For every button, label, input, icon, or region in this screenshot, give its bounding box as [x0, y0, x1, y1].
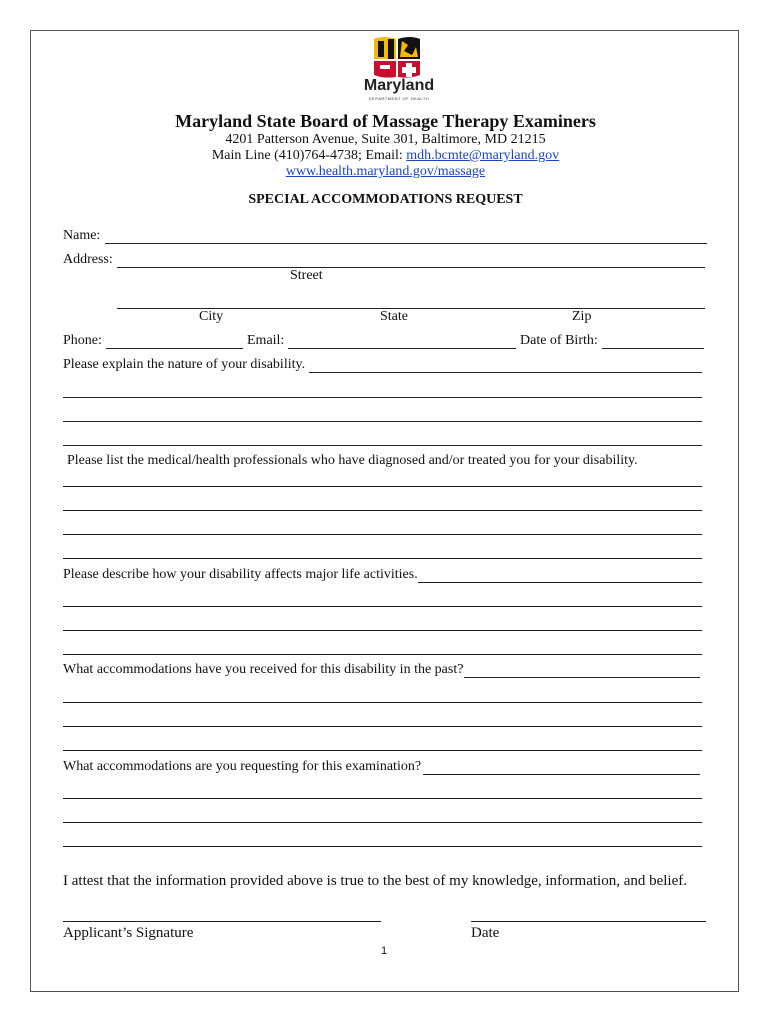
- answer-line[interactable]: [63, 606, 702, 607]
- answer-line[interactable]: [63, 558, 702, 559]
- answer-line[interactable]: [423, 774, 700, 775]
- dob-label: Date of Birth:: [520, 333, 598, 348]
- question-disability-nature: Please explain the nature of your disability.: [63, 357, 306, 372]
- answer-line[interactable]: [63, 421, 702, 422]
- board-address: 4201 Patterson Avenue, Suite 301, Baltimore, MD 21215: [225, 132, 546, 147]
- form-page: [30, 30, 739, 992]
- answer-line[interactable]: [63, 534, 702, 535]
- address-label: Address:: [63, 252, 113, 267]
- answer-line[interactable]: [63, 702, 702, 703]
- date-field[interactable]: [471, 921, 706, 922]
- state-label: State: [380, 309, 408, 324]
- email-label: Email:: [247, 333, 285, 348]
- answer-line[interactable]: [63, 445, 702, 446]
- contact-phone: Main Line (410)764-4738; Email:: [211, 148, 407, 163]
- date-label: Date: [471, 925, 500, 941]
- maryland-logo: [354, 35, 444, 107]
- website-link[interactable]: www.health.maryland.gov/massage: [285, 164, 486, 179]
- street-label: Street: [290, 268, 323, 283]
- attestation-text: I attest that the information provided above is true to the best of my knowledge, information, and belief.: [63, 873, 688, 889]
- phone-label: Phone:: [63, 333, 102, 348]
- board-contact: [31, 148, 740, 164]
- question-past-accommodations: What accommodations have you received for this disability in the past?: [63, 662, 464, 677]
- answer-line[interactable]: [63, 630, 702, 631]
- email-link[interactable]: mdh.bcmte@maryland.gov: [406, 148, 560, 163]
- zip-label: Zip: [572, 309, 592, 324]
- answer-line[interactable]: [63, 654, 702, 655]
- maryland-flag-icon: [354, 35, 444, 79]
- name-field[interactable]: [105, 243, 707, 244]
- street-field[interactable]: [117, 267, 705, 268]
- name-label: Name:: [63, 228, 101, 243]
- city-label: City: [199, 309, 224, 324]
- logo-subtitle: DEPARTMENT OF HEALTH: [368, 96, 430, 101]
- dob-field[interactable]: [602, 348, 704, 349]
- answer-line[interactable]: [63, 822, 702, 823]
- form-title: SPECIAL ACCOMMODATIONS REQUEST: [248, 192, 523, 207]
- logo-wordmark: Maryland: [363, 77, 435, 94]
- question-life-activities: Please describe how your disability affects major life activities.: [63, 567, 418, 582]
- phone-field[interactable]: [106, 348, 243, 349]
- signature-label: Applicant’s Signature: [63, 925, 194, 941]
- question-requested-accommodations: What accommodations are you requesting for this examination?: [63, 759, 422, 774]
- answer-line[interactable]: [63, 726, 702, 727]
- signature-field[interactable]: [63, 921, 381, 922]
- question-medical-professionals: Please list the medical/health professionals who have diagnosed and/or treated you for your disability.: [67, 453, 638, 468]
- email-field[interactable]: [288, 348, 516, 349]
- answer-line[interactable]: [63, 397, 702, 398]
- answer-line[interactable]: [63, 846, 702, 847]
- board-title: Maryland State Board of Massage Therapy Examiners: [175, 111, 596, 131]
- answer-line[interactable]: [63, 486, 702, 487]
- board-website: [31, 164, 740, 180]
- answer-line[interactable]: [63, 510, 702, 511]
- answer-line[interactable]: [63, 750, 702, 751]
- answer-line[interactable]: [63, 798, 702, 799]
- page-number: 1: [381, 945, 388, 957]
- answer-line[interactable]: [418, 582, 702, 583]
- answer-line[interactable]: [464, 677, 700, 678]
- answer-line[interactable]: [309, 372, 702, 373]
